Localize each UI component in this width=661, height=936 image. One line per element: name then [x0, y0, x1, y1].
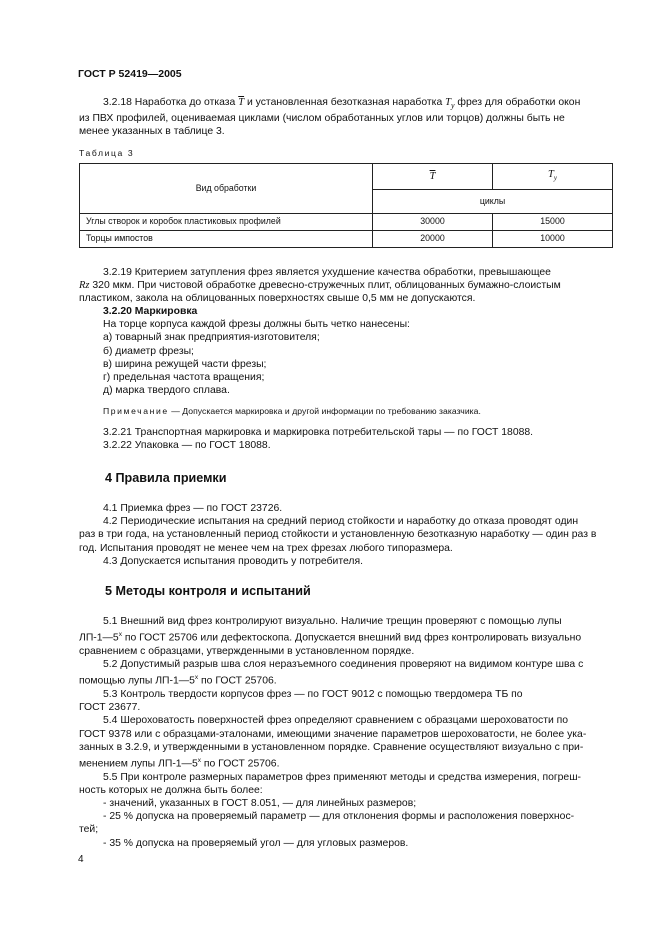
table-caption: Таблица 3 [79, 148, 135, 158]
paragraph-3-2-19: 3.2.19 Критерием затупления фрез является ухудшение качества обработки, превышающее Rz 320 мкм. При чистовой обработке древесно-стружечных плит, облицованных бумажно-слоистым пластиком, закола на облицованных поверхностях свыше 0,5 мм не допускаются. [79, 267, 561, 305]
section-5-body: 5.1 Внешний вид фрез контролируют визуально. Наличие трещин проверяют с помощью лупы $ЛП-1—5^х$ по ГОСТ 25706 или дефектоскопа. Допускается внешний вид фрез контролировать визуально сравнением с образцами, утвержденными в установленном порядке. 5.2 Допустимый разрыв шва слоя неразъемного соединения проверяют на видимом контуре шва с помощью лупы $ЛП-1—5^х$ по ГОСТ 25706. 5.3 Контроль твердости корпусов фрез — по ГОСТ 9012 с помощью твердомера ТБ по ГОСТ 23677. 5.4 Шероховатость поверхностей фрез определяют сравнением с образцами шероховатости по ГОСТ 9378 или с образцами-эталонами, имеющими значение параметров шероховатости, не более ука- занных в 3.2.9, и утвержденными в установленном порядке. Сравнение осуществляют визуально с при- менением лупы $ЛП-1—5^х$ по ГОСТ 25706. 5.5 При контроле размерных параметров фрез применяют методы и средства измерения, погреш- ность которых не должна быть более: - значений, указанных в ГОСТ 8.051, — для линейных размеров; - 25 % допуска на проверяемый параметр — для отклонения формы и расположения поверхнос- тей; - 35 % допуска на проверяемый угол — для угловых размеров. [79, 615, 613, 850]
list-item: г) предельная частота вращения; [103, 372, 265, 384]
t-y-symbol: T [445, 97, 451, 108]
paragraph-3-2-20: 3.2.20 Маркировка На торце корпуса каждой фрезы должны быть четко нанесены: а) товарный знак предприятия-изготовителя; б) диаметр фрезы; в) ширина режущей части фрезы; г) предельная частота вращения; д) марка твердого сплава. [79, 305, 613, 397]
header-unit: циклы [373, 190, 613, 214]
paragraph-3-2-22: 3.2.22 Упаковка — по ГОСТ 18088. [103, 440, 271, 451]
list-item: д) марка твердого сплава. [103, 385, 230, 397]
page-number: 4 [78, 854, 84, 865]
list-item: - 25 % допуска на проверяемый параметр — для отклонения формы и расположения поверхнос- [103, 811, 575, 823]
header-ty: $T_у$ [493, 164, 613, 190]
section-4-title: 4 Правила приемки [105, 471, 227, 485]
list-item: а) товарный знак предприятия-изготовителя; [103, 332, 320, 344]
section-5-title: 5 Методы контроля и испытаний [105, 584, 311, 598]
document-code: ГОСТ Р 52419—2005 [78, 68, 182, 80]
paragraph-3-2-18: 3.2.18 Наработка до отказа $\overline{T}$ и установленная безотказная наработка $T_y$ фрез для обработки окон из ПВХ профилей, оцениваемая циклами (числом обработанных углов или торцов) должны быть не менее указанных в таблице 3. [79, 97, 581, 138]
marking-title: 3.2.20 Маркировка [103, 306, 198, 317]
table-row: Торцы импостов 20000 10000 [80, 231, 613, 248]
list-item: тей; [79, 824, 99, 836]
note: Примечание — Допускается маркировка и другой информации по требованию заказчика. [103, 406, 481, 416]
header-t: $\overline{T}$ [373, 164, 493, 190]
header-type: Вид обработки [80, 164, 373, 214]
list-item: - значений, указанных в ГОСТ 8.051, — для линейных размеров; [103, 798, 417, 810]
list-item: - 35 % допуска на проверяемый угол — для угловых размеров. [103, 837, 409, 849]
section-4-body: 4.1 Приемка фрез — по ГОСТ 23726. 4.2 Периодические испытания на средний период стойкости и наработку до отказа проводят один раз в три года, на установленный период стойкости и установленную безотказную наработку — один раз в год. Испытания проводят не менее чем на трех фрезах любого типоразмера. 4.3 Допускается испытания проводить у потребителя. [79, 503, 597, 567]
list-item: б) диаметр фрезы; [103, 345, 194, 357]
t-mean-symbol: $\overline{T}$ [238, 97, 245, 108]
paragraph-3-2-21: 3.2.21 Транспортная маркировка и маркировка потребительской тары — по ГОСТ 18088. [103, 427, 534, 438]
list-item: в) ширина режущей части фрезы; [103, 358, 267, 370]
table-3 [79, 163, 613, 248]
table-row: Углы створок и коробок пластиковых профилей 30000 15000 [80, 214, 613, 231]
